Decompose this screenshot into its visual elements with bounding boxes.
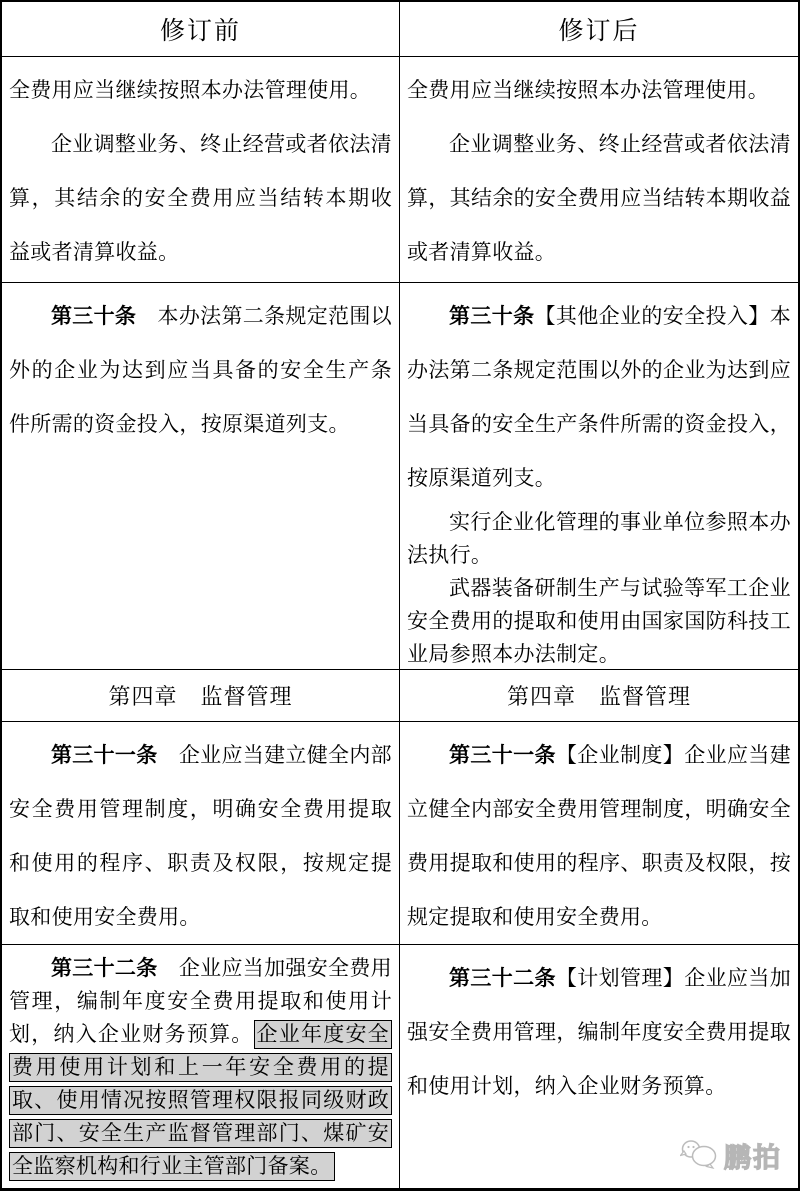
header-label-before: 修订前 — [159, 17, 241, 45]
watermark-text: 鹏拍 — [724, 1143, 782, 1173]
article-number-label: 第三十一条 — [449, 744, 556, 767]
article-number-label: 第三十二条 — [449, 967, 556, 990]
cell-after-chapter-4-heading — [400, 670, 798, 722]
article-body-text: 企业应当建立健全内部安全费用管理制度，明确安全费用提取和使用的程序、职责及权限，按规定提取和使用安全费用。 — [9, 744, 392, 929]
paragraph — [407, 729, 791, 945]
paragraph — [407, 290, 791, 506]
cell-after-article-29-continuation — [400, 57, 798, 283]
cell-before-article-32 — [2, 945, 400, 1188]
paragraph: 全费用应当继续按照本办法管理使用。 — [9, 79, 372, 102]
paragraph: 实行企业化管理的事业单位参照本办法执行。 — [407, 511, 791, 567]
chapter-heading: 第四章 监督管理 — [506, 684, 691, 709]
article-number-label: 第三十条 — [449, 305, 535, 328]
article-body-text: 企业应当加强安全费用管理，编制年度安全费用提取和使用计划，纳入企业财务预算。 — [407, 967, 792, 1098]
paragraph — [9, 952, 392, 1183]
cell-after-article-31 — [400, 722, 798, 945]
article-number-label: 第三十条 — [51, 305, 137, 328]
article-number-label: 第三十二条 — [51, 957, 158, 980]
header-cell-after — [400, 2, 798, 57]
chapter-heading: 第四章 监督管理 — [108, 684, 293, 709]
paragraph: 武器装备研制生产与试验等军工企业安全费用的提取和使用由国家国防科技工业局参照本办法制定。 — [407, 577, 791, 666]
paragraph — [407, 952, 791, 1114]
cell-before-article-29-continuation — [2, 57, 400, 283]
article-bracket-title: 【其他企业的安全投入】 — [534, 305, 770, 328]
article-body-text: 本办法第二条规定范围以外的企业为达到应当具备的安全生产条件所需的资金投入，按原渠道列支。 — [9, 305, 392, 436]
paragraph — [9, 729, 392, 945]
paragraph: 企业调整业务、终止经营或者依法清算，其结余的安全费用应当结转本期收益或者清算收益。 — [9, 133, 392, 264]
cell-before-article-30 — [2, 283, 400, 670]
cell-before-article-31 — [2, 722, 400, 945]
paragraph: 企业调整业务、终止经营或者依法清算，其结余的安全费用应当结转本期收益或者清算收益。 — [407, 133, 791, 264]
cell-before-chapter-4-heading — [2, 670, 400, 722]
article-number-label: 第三十一条 — [51, 744, 158, 767]
article-bracket-title: 【计划管理】 — [555, 967, 685, 990]
article-bracket-title: 【企业制度】 — [555, 744, 685, 767]
header-cell-before — [2, 2, 400, 57]
article-body-text: 企业应当加强安全费用管理，编制年度安全费用提取和使用计划，纳入企业财务预算。 — [9, 957, 392, 1046]
article-body-text: 企业应当建立健全内部安全费用管理制度，明确安全费用提取和使用的程序、职责及权限，按规定提取和使用安全费用。 — [407, 744, 792, 929]
paragraph: 全费用应当继续按照本办法管理使用。 — [407, 79, 770, 102]
paragraph — [9, 290, 392, 452]
cell-after-article-30 — [400, 283, 798, 670]
highlighted-revision-text: 企业年度安全费用使用计划和上一年安全费用的提取、使用情况按照管理权限报同级财政部门、安全生产监督管理部门、煤矿安全监察机构和行业主管部门备案。 — [9, 1020, 392, 1181]
cell-after-article-32 — [400, 945, 798, 1188]
article-body-text: 本办法第二条规定范围以外的企业为达到应当具备的安全生产条件所需的资金投入，按原渠道列支。 — [407, 305, 791, 490]
header-label-after: 修订后 — [558, 17, 640, 45]
